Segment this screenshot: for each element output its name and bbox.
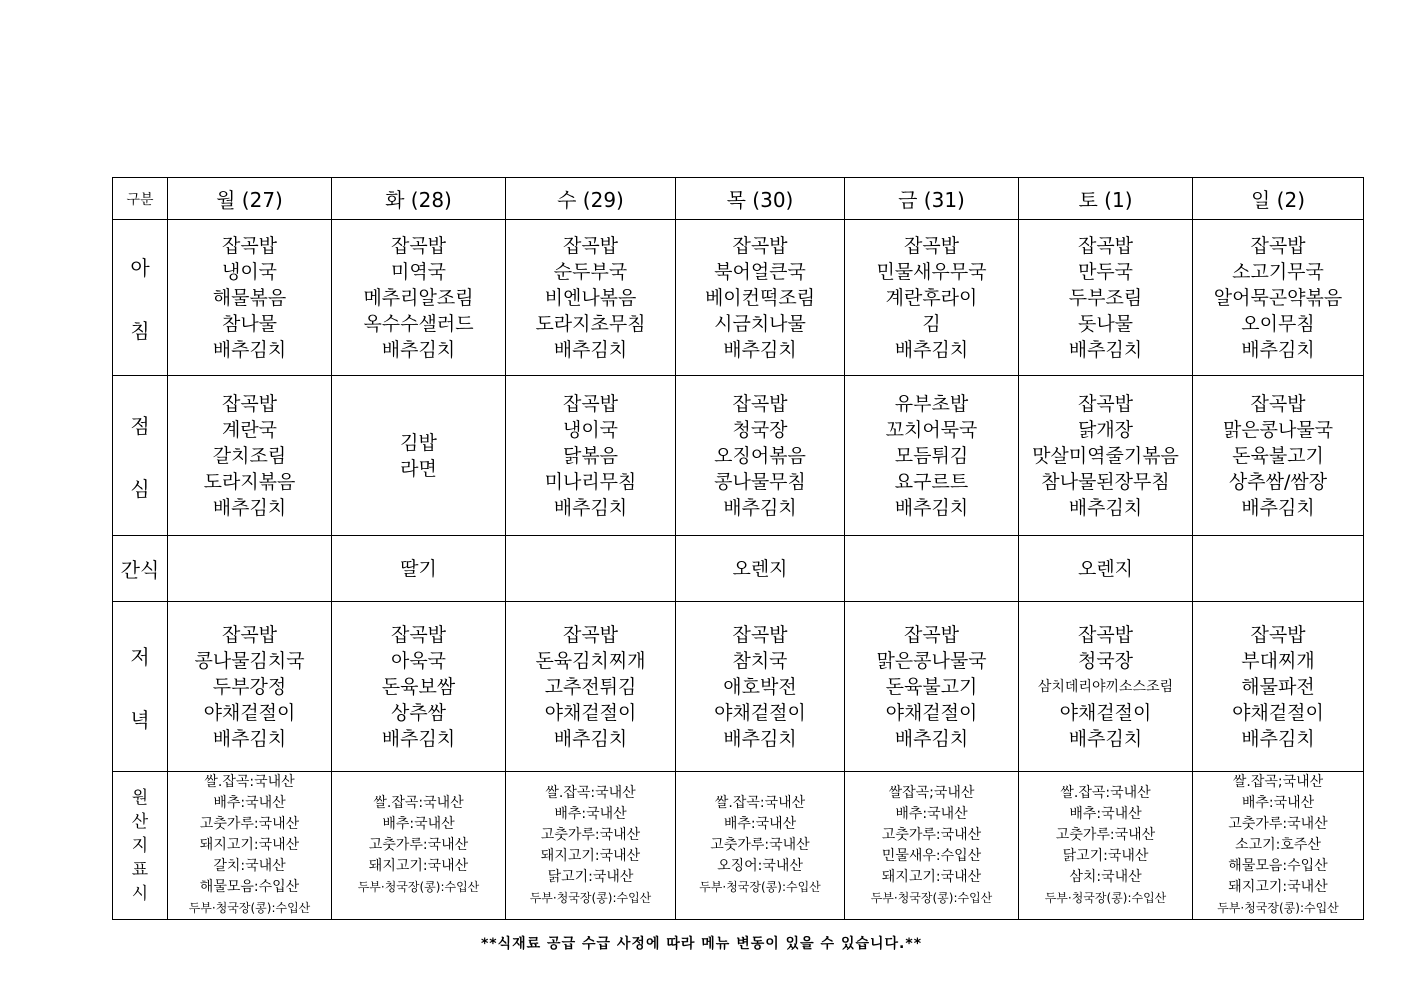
lunch-cell: 유부초밥 꼬치어묵국 모듬튀김 요구르트 배추김치 <box>845 376 1019 536</box>
breakfast-cell: 잡곡밥 북어얼큰국 베이컨떡조림 시금치나물 배추김치 <box>676 220 845 376</box>
snack-cell <box>1193 536 1364 602</box>
snack-cell <box>506 536 676 602</box>
origin-cell: 쌀.잡곡;국내산 배추:국내산 고춧가루:국내산 소고기:호주산 해물모음:수입산 돼지고기:국내산 두부·청국장(콩):수입산 <box>1193 772 1364 920</box>
origin-cell: 쌀.잡곡:국내산 배추:국내산 고춧가루:국내산 돼지고기:국내산 두부·청국장(콩):수입산 <box>332 772 506 920</box>
lunch-cell: 잡곡밥 계란국 갈치조림 도라지볶음 배추김치 <box>168 376 332 536</box>
lunch-cell: 잡곡밥 청국장 오징어볶음 콩나물무침 배추김치 <box>676 376 845 536</box>
lunch-label: 점 심 <box>113 376 168 536</box>
dinner-cell: 잡곡밥 맑은콩나물국 돈육불고기 야채겉절이 배추김치 <box>845 602 1019 772</box>
dinner-cell: 잡곡밥 참치국 애호박전 야채겉절이 배추김치 <box>676 602 845 772</box>
lunch-cell: 잡곡밥 냉이국 닭볶음 미나리무침 배추김치 <box>506 376 676 536</box>
lunch-cell: 김밥 라면 <box>332 376 506 536</box>
snack-row <box>113 536 1364 602</box>
breakfast-cell: 잡곡밥 미역국 메추리알조림 옥수수샐러드 배추김치 <box>332 220 506 376</box>
lunch-row <box>113 376 1364 536</box>
lunch-cell: 잡곡밥 닭개장 맛살미역줄기볶음 참나물된장무침 배추김치 <box>1019 376 1193 536</box>
breakfast-cell: 잡곡밥 민물새우무국 계란후라이 김 배추김치 <box>845 220 1019 376</box>
snack-cell <box>168 536 332 602</box>
header-label: 구분 <box>113 178 168 220</box>
breakfast-cell: 잡곡밥 냉이국 해물볶음 참나물 배추김치 <box>168 220 332 376</box>
day-header: 토 (1) <box>1019 178 1193 220</box>
breakfast-cell: 잡곡밥 만두국 두부조림 돗나물 배추김치 <box>1019 220 1193 376</box>
breakfast-cell: 잡곡밥 순두부국 비엔나볶음 도라지초무침 배추김치 <box>506 220 676 376</box>
header-row <box>113 178 1364 220</box>
breakfast-row <box>113 220 1364 376</box>
origin-cell: 쌀잡곡;국내산 배추:국내산 고춧가루:국내산 민물새우:수입산 돼지고기:국내산 두부·청국장(콩):수입산 <box>845 772 1019 920</box>
snack-cell: 오렌지 <box>1019 536 1193 602</box>
origin-label: 원 산 지 표 시 <box>113 772 168 920</box>
breakfast-cell: 잡곡밥 소고기무국 알어묵곤약볶음 오이무침 배추김치 <box>1193 220 1364 376</box>
snack-cell: 오렌지 <box>676 536 845 602</box>
day-header: 화 (28) <box>332 178 506 220</box>
day-header: 수 (29) <box>506 178 676 220</box>
dinner-cell: 잡곡밥 부대찌개 해물파전 야채겉절이 배추김치 <box>1193 602 1364 772</box>
breakfast-label: 아 침 <box>113 220 168 376</box>
day-header: 일 (2) <box>1193 178 1364 220</box>
origin-cell: 쌀.잡곡:국내산 배추:국내산 고춧가루:국내산 닭고기:국내산 삼치:국내산 두부·청국장(콩):수입산 <box>1019 772 1193 920</box>
dinner-cell: 잡곡밥 청국장 삼치데리야끼소스조림 야채겉절이 배추김치 <box>1019 602 1193 772</box>
origin-cell: 쌀.잡곡:국내산 배추:국내산 고춧가루:국내산 돼지고기:국내산 닭고기:국내산 두부·청국장(콩):수입산 <box>506 772 676 920</box>
day-header: 월 (27) <box>168 178 332 220</box>
dinner-cell: 잡곡밥 돈육김치찌개 고추전튀김 야채겉절이 배추김치 <box>506 602 676 772</box>
dinner-row <box>113 602 1364 772</box>
origin-cell: 쌀.잡곡:국내산 배추:국내산 고춧가루:국내산 돼지고기:국내산 갈치:국내산 해물모음:수입산 두부·청국장(콩):수입산 <box>168 772 332 920</box>
origin-row <box>113 772 1364 920</box>
footer-note: **식재료 공급 수급 사정에 따라 메뉴 변동이 있을 수 있습니다.** <box>480 936 923 952</box>
snack-label: 간식 <box>113 536 168 602</box>
dinner-cell: 잡곡밥 콩나물김치국 두부강정 야채겉절이 배추김치 <box>168 602 332 772</box>
snack-cell <box>845 536 1019 602</box>
day-header: 금 (31) <box>845 178 1019 220</box>
day-header: 목 (30) <box>676 178 845 220</box>
origin-cell: 쌀.잡곡:국내산 배추:국내산 고춧가루:국내산 오징어:국내산 두부·청국장(콩):수입산 <box>676 772 845 920</box>
dinner-label: 저 녁 <box>113 602 168 772</box>
snack-cell: 딸기 <box>332 536 506 602</box>
weekly-menu-table <box>112 177 1364 920</box>
lunch-cell: 잡곡밥 맑은콩나물국 돈육불고기 상추쌈/쌈장 배추김치 <box>1193 376 1364 536</box>
dinner-cell: 잡곡밥 아욱국 돈육보쌈 상추쌈 배추김치 <box>332 602 506 772</box>
